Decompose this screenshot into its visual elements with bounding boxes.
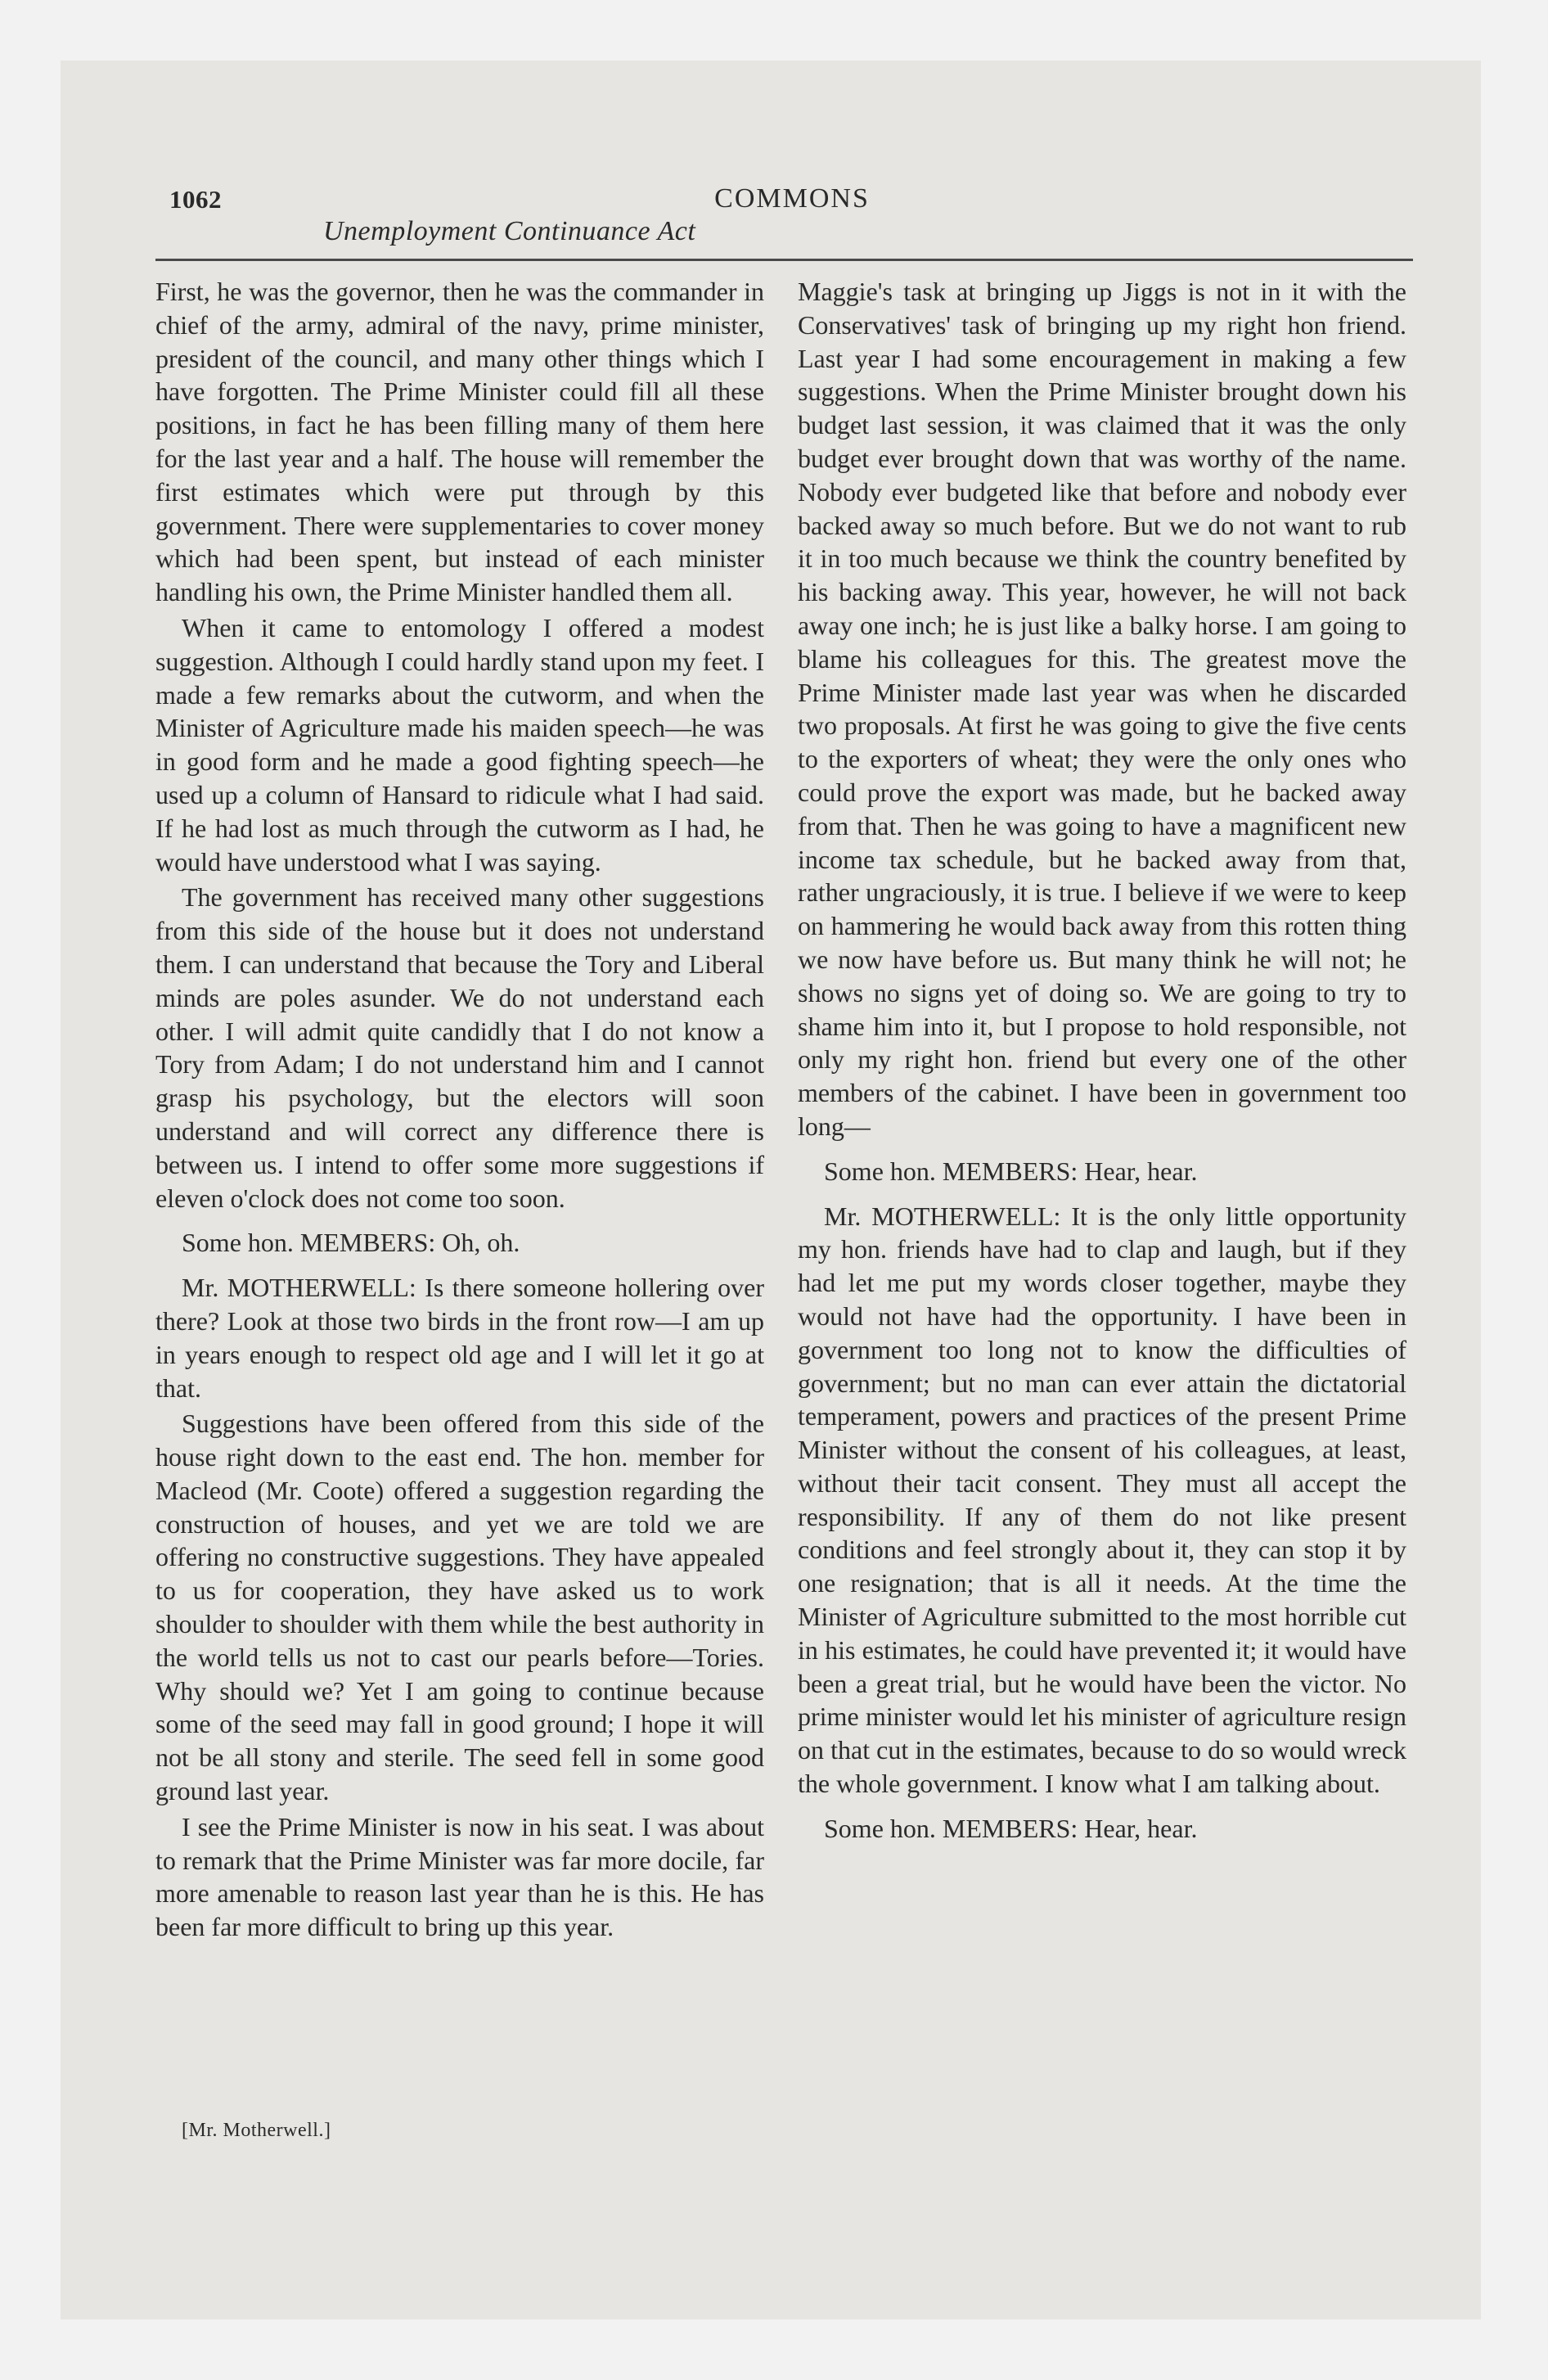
running-subtitle: Unemployment Continuance Act — [323, 216, 696, 246]
paragraph: Mr. MOTHERWELL: Is there someone hollering over there? Look at those two birds in the front row—I am up in years enough to respect old age and I will let it go at that. — [155, 1273, 764, 1403]
paragraph: Mr. MOTHERWELL: It is the only little opportunity my hon. friends have had to clap and laugh, but if they had let me put my words closer together, maybe they would not have had the opportunity. I have been in government too long not to know the difficulties of government; but no man can ever attain the dictatorial temperament, powers and practices of the present Prime Minister without the consent of his colleagues, at least, without their tacit consent. They must all accept the responsibility. If any of them do not like present conditions and feel strongly about it, they can stop it by one resignation; that is all it needs. At the time the Minister of Agriculture submitted to the most horrible cut in his estimates, he could have prevented it; it would have been a great trial, but he would have been the victor. No prime minister would let his minister of agriculture resign on that cut in the estimates, because to do so would wreck the whole government. I know what I am talking about. — [798, 1201, 1406, 1799]
interjection: Some hon. MEMBERS: Oh, oh. — [182, 1228, 520, 1258]
page-number: 1062 — [169, 185, 222, 214]
interjection: Some hon. MEMBERS: Hear, hear. — [824, 1813, 1198, 1843]
paragraph: When it came to entomology I offered a modest suggestion. Although I could hardly stand upon my feet. I made a few remarks about the cutworm, and when the Minister of Agriculture made his maiden speech—he was in good form and he made a good fighting speech—he used up a column of Hansard to ridicule what I had said. If he had lost as much through the cutworm as I had, he would have understood what I was saying. — [155, 612, 764, 877]
page-title: COMMONS — [714, 183, 870, 214]
left-column — [155, 275, 764, 1946]
speaker-footnote: [Mr. Motherwell.] — [182, 2120, 331, 2141]
paragraph: Maggie's task at bringing up Jiggs is not in it with the Conservatives' task of bringing up my right hon friend. Last year I had some encouragement in making a few suggestions. When the Prime Minister brought down his budget last session, it was claimed that it was the only budget ever brought down that was worthy of the name. Nobody ever budgeted like that before and nobody ever backed away so much before. But we do not want to rub it in too much because we think the country benefited by his backing away. This year, however, he will not back away one inch; he is just like a balky horse. I am going to blame his colleagues for this. The greatest move the Prime Minister made last year was when he discarded two proposals. At first he was going to give the five cents to the exporters of wheat; they were the only ones who could prove the export was made, but he backed away from that. Then he was going to have a magnificent new income tax schedule, but he backed away from that, rather ungraciously, it is true. I believe if we were to keep on hammering he would back away from this rotten thing we now have before us. But many think he will not; he shows no signs yet of doing so. We are going to try to shame him into it, but I propose to hold responsible, not only my right hon. friend but every one of the other members of the cabinet. I have been in government too long— — [798, 277, 1406, 1141]
paragraph: I see the Prime Minister is now in his seat. I was about to remark that the Prime Minister was far more docile, far more amenable to reason last year than he is this. He has been far more difficult to bring up this year. — [155, 1811, 764, 1942]
paragraph: Suggestions have been offered from this side of the house right down to the east end. The hon. member for Macleod (Mr. Coote) offered a suggestion regarding the construction of houses, and yet we are told we are offering no constructive suggestions. They have appealed to us for cooperation, they have asked us to work shoulder to shoulder with them while the best authority in the world tells us not to cast our pearls before—Tories. Why should we? Yet I am going to continue because some of the seed may fall in good ground; I hope it will not be all stony and sterile. The seed fell in some good ground last year. — [155, 1409, 764, 1806]
right-column — [798, 275, 1406, 1857]
page-header — [112, 174, 1415, 264]
paragraph: The government has received many other suggestions from this side of the house but it does not understand them. I can understand that because the Tory and Liberal minds are poles asunder. We do not understand each other. I will admit quite candidly that I do not know a Tory from Adam; I do not understand him and I cannot grasp his psychology, but the electors will soon understand and will correct any difference there is between us. I intend to offer some more suggestions if eleven o'clock does not come too soon. — [155, 882, 764, 1213]
paragraph: First, he was the governor, then he was the commander in chief of the army, admiral of the navy, prime minister, president of the council, and many other things which I have forgotten. The Prime Minister could fill all these positions, in fact he has been filling many of them here for the last year and a half. The house will remember the first estimates which were put through by this government. There were supplementaries to cover money which had been spent, but instead of each minister handling his own, the Prime Minister handled them all. — [155, 277, 764, 607]
header-rule — [155, 259, 1413, 261]
interjection: Some hon. MEMBERS: Hear, hear. — [824, 1156, 1198, 1186]
